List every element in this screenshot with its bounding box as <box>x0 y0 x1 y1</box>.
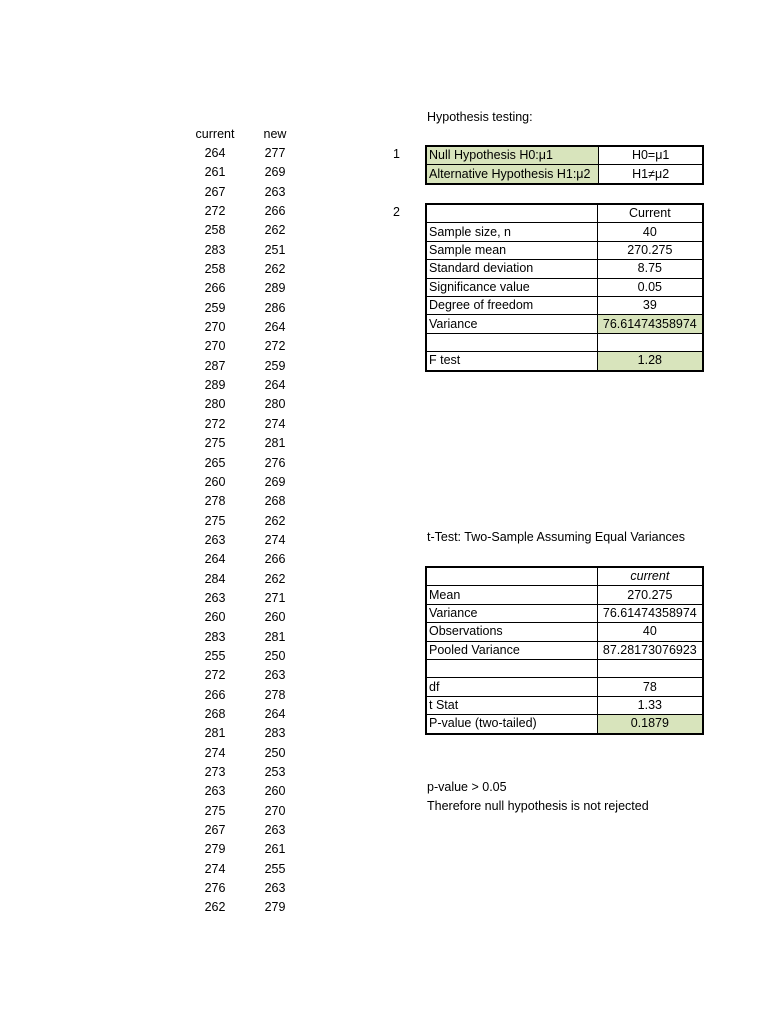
new-value-cell: 250 <box>264 648 286 663</box>
page-title: Hypothesis testing: <box>427 110 533 124</box>
new-value-cell: 266 <box>264 552 286 567</box>
new-value-cell: 269 <box>264 474 286 489</box>
statistics-table <box>425 203 704 372</box>
ftest-label: F test <box>426 352 597 371</box>
current-value-cell: 274 <box>204 861 226 876</box>
table-row <box>426 623 703 641</box>
stat-value: 8.75 <box>597 260 703 278</box>
new-value-cell: 277 <box>264 146 286 160</box>
new-value-cell: 278 <box>264 687 286 702</box>
table-row <box>426 659 703 677</box>
alt-hypothesis-value: H1≠μ2 <box>599 165 703 184</box>
table-row <box>426 146 703 165</box>
current-value-cell: 283 <box>204 242 226 257</box>
stat-value: 39 <box>597 296 703 314</box>
table-row <box>426 604 703 622</box>
new-value-cell: 259 <box>264 358 286 373</box>
new-value-cell: 270 <box>264 803 286 818</box>
table-row <box>426 586 703 604</box>
ttest-label: Pooled Variance <box>426 641 597 659</box>
new-value-cell: 281 <box>264 629 286 644</box>
table-row <box>426 352 703 371</box>
current-column-header: current <box>195 127 235 141</box>
step-number-2: 2 <box>393 205 400 219</box>
table-row <box>426 165 703 184</box>
current-value-cell: 255 <box>204 648 226 663</box>
table-row <box>426 641 703 659</box>
current-value-cell: 263 <box>204 590 226 605</box>
ttest-value: 76.61474358974 <box>597 604 703 622</box>
stat-label: Variance <box>426 315 597 333</box>
ttest-title: t-Test: Two-Sample Assuming Equal Variances <box>427 530 685 544</box>
df-label: df <box>426 678 597 696</box>
new-value-cell: 289 <box>264 281 286 296</box>
stat-label: Standard deviation <box>426 260 597 278</box>
current-value-cell: 270 <box>204 339 226 354</box>
stat-value: 270.275 <box>597 241 703 259</box>
current-value-cell: 266 <box>204 687 226 702</box>
df-value: 78 <box>597 678 703 696</box>
current-value-cell: 274 <box>204 745 226 760</box>
new-value-cell: 262 <box>264 223 286 238</box>
current-value-cell: 265 <box>204 455 226 470</box>
stat-label: Sample size, n <box>426 223 597 241</box>
current-value-cell: 281 <box>204 726 226 741</box>
null-hypothesis-value: H0=μ1 <box>599 146 703 165</box>
variance-value: 76.61474358974 <box>597 315 703 333</box>
new-value-cell: 253 <box>264 765 286 779</box>
current-value-cell: 258 <box>204 262 226 277</box>
new-value-cell: 263 <box>264 668 286 683</box>
stat-label: Sample mean <box>426 241 597 259</box>
current-value-cell: 263 <box>204 784 226 799</box>
ttest-header: current <box>597 567 703 586</box>
ttest-value: 40 <box>597 623 703 641</box>
current-value-cell: 273 <box>204 765 226 779</box>
new-value-cell: 262 <box>264 262 286 277</box>
ttest-label: Observations <box>426 623 597 641</box>
new-value-cell: 279 <box>264 900 286 915</box>
new-value-cell: 269 <box>264 165 286 180</box>
null-hypothesis-label: Null Hypothesis H0:μ1 <box>426 146 599 165</box>
current-value-cell: 258 <box>204 223 226 238</box>
current-value-cell: 261 <box>204 165 226 180</box>
current-value-cell: 278 <box>204 494 226 509</box>
current-value-cell: 272 <box>204 204 226 219</box>
current-value-cell: 272 <box>204 416 226 431</box>
stat-value: 0.05 <box>597 278 703 296</box>
new-value-cell: 286 <box>264 300 286 315</box>
current-value-cell: 284 <box>204 571 226 586</box>
new-value-cell: 263 <box>264 823 286 838</box>
current-value-cell: 267 <box>204 184 226 199</box>
table-row <box>426 315 703 333</box>
current-value-cell: 275 <box>204 513 226 528</box>
current-value-cell: 280 <box>204 397 226 412</box>
current-value-cell: 262 <box>204 900 226 915</box>
step-number-1: 1 <box>393 147 400 161</box>
table-row <box>426 333 703 351</box>
new-value-cell: 274 <box>264 532 286 547</box>
stat-label: Significance value <box>426 278 597 296</box>
table-row <box>426 278 703 296</box>
new-value-cell: 264 <box>264 378 286 393</box>
hypothesis-table <box>425 145 704 185</box>
alt-hypothesis-label: Alternative Hypothesis H1:μ2 <box>426 165 599 184</box>
ttest-value: 87.28173076923 <box>597 641 703 659</box>
stat-value: 40 <box>597 223 703 241</box>
pvalue-label: P-value (two-tailed) <box>426 715 597 734</box>
new-value-cell: 280 <box>264 397 286 412</box>
new-value-cell: 283 <box>264 726 286 741</box>
current-value-cell: 283 <box>204 629 226 644</box>
new-value-cell: 274 <box>264 416 286 431</box>
new-value-cell: 261 <box>264 842 286 857</box>
table-row <box>426 567 703 586</box>
table-row <box>426 696 703 714</box>
current-value-cell: 272 <box>204 668 226 683</box>
table-row <box>426 296 703 314</box>
current-value-cell: 266 <box>204 281 226 296</box>
ftest-value: 1.28 <box>597 352 703 371</box>
new-value-cell: 268 <box>264 494 286 509</box>
current-value-cell: 289 <box>204 378 226 393</box>
new-value-cell: 281 <box>264 436 286 451</box>
table-row <box>426 223 703 241</box>
current-value-cell: 287 <box>204 358 226 373</box>
stat-label: Degree of freedom <box>426 296 597 314</box>
new-value-cell: 260 <box>264 784 286 799</box>
new-value-cell: 251 <box>264 242 286 257</box>
new-value-cell: 264 <box>264 706 286 721</box>
ttest-table <box>425 566 704 735</box>
new-value-cell: 266 <box>264 204 286 219</box>
ttest-label: Variance <box>426 604 597 622</box>
new-value-cell: 260 <box>264 610 286 625</box>
current-value-cell: 264 <box>204 552 226 567</box>
current-value-cell: 276 <box>204 881 226 896</box>
table-row <box>426 678 703 696</box>
current-value-cell: 279 <box>204 842 226 857</box>
new-value-cell: 262 <box>264 513 286 528</box>
current-value-cell: 275 <box>204 436 226 451</box>
current-values-list <box>190 144 240 918</box>
new-value-cell: 271 <box>264 590 286 605</box>
ttest-value: 270.275 <box>597 586 703 604</box>
table-row <box>426 204 703 223</box>
current-value-cell: 270 <box>204 320 226 335</box>
table-row <box>426 241 703 259</box>
conclusion-line-2: Therefore null hypothesis is not rejected <box>427 799 649 813</box>
current-value-cell: 260 <box>204 610 226 625</box>
current-value-cell: 268 <box>204 706 226 721</box>
pvalue-value: 0.1879 <box>597 715 703 734</box>
new-value-cell: 272 <box>264 339 286 354</box>
table-row <box>426 715 703 734</box>
new-value-cell: 263 <box>264 881 286 896</box>
current-value-cell: 259 <box>204 300 226 315</box>
new-values-list <box>250 144 300 918</box>
conclusion-line-1: p-value > 0.05 <box>427 780 507 794</box>
current-value-cell: 263 <box>204 532 226 547</box>
new-value-cell: 264 <box>264 320 286 335</box>
current-value-cell: 267 <box>204 823 226 838</box>
current-value-cell: 264 <box>204 146 226 160</box>
new-value-cell: 276 <box>264 455 286 470</box>
current-value-cell: 260 <box>204 474 226 489</box>
current-value-cell: 275 <box>204 803 226 818</box>
new-value-cell: 255 <box>264 861 286 876</box>
new-value-cell: 263 <box>264 184 286 199</box>
ttest-label: Mean <box>426 586 597 604</box>
tstat-label: t Stat <box>426 696 597 714</box>
new-value-cell: 250 <box>264 745 286 760</box>
statistics-header: Current <box>597 204 703 223</box>
new-value-cell: 262 <box>264 571 286 586</box>
tstat-value: 1.33 <box>597 696 703 714</box>
table-row <box>426 260 703 278</box>
new-column-header: new <box>263 127 287 141</box>
